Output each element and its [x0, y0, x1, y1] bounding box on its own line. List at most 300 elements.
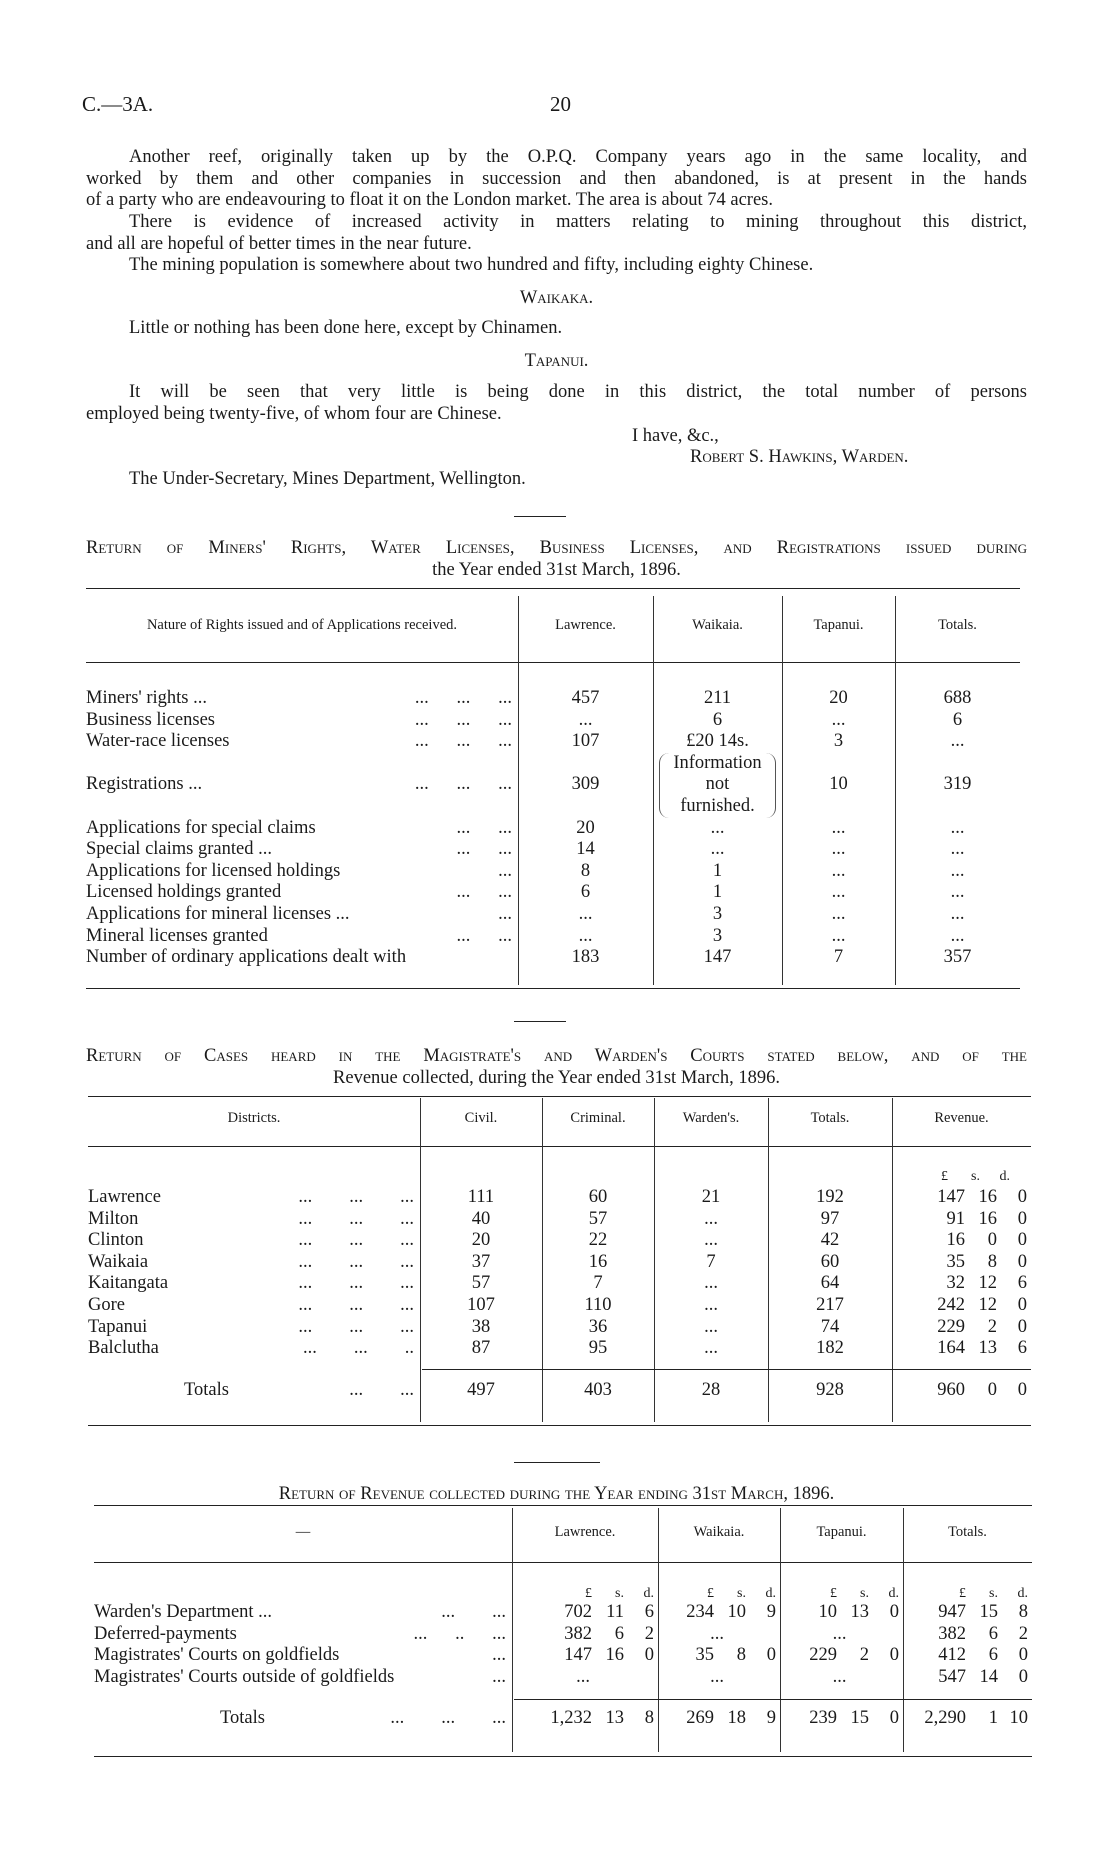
table-rule	[88, 1096, 1031, 1097]
pounds: 229	[809, 1645, 837, 1666]
paragraph-line: There is evidence of increased activity in matters relating to mining throughout this district,	[129, 212, 1027, 232]
money-value	[658, 1708, 776, 1730]
table-cell: 38	[471, 1316, 491, 1337]
table-cell: 183	[571, 947, 600, 968]
pence: 0	[1017, 1380, 1027, 1400]
table-cell: 14	[576, 839, 595, 860]
pence: 0	[1018, 1645, 1028, 1666]
label-text: Water-race licenses	[86, 731, 230, 752]
label-text: Licensed holdings granted	[86, 882, 282, 903]
table-cell: ...	[831, 709, 846, 730]
pence: d.	[999, 1169, 1010, 1184]
money-value	[892, 1317, 1027, 1339]
shillings: 1	[988, 1708, 998, 1728]
label-text: Registrations ...	[86, 774, 203, 795]
paragraph-line: Little or nothing has been done here, except by Chinamen.	[129, 318, 563, 338]
revenue-cell	[892, 1252, 1027, 1274]
pounds: £	[707, 1586, 714, 1601]
table-cell: 74	[820, 1316, 840, 1337]
pence: 0	[889, 1645, 899, 1666]
leader-dots: ... ... ...	[298, 1251, 414, 1272]
pence: d.	[888, 1586, 899, 1601]
table-cell: 6	[712, 709, 723, 730]
revenue-cell	[892, 1273, 1027, 1295]
table-cell: 8	[580, 860, 591, 881]
column-header: Districts.	[227, 1109, 281, 1126]
label-text: Totals	[220, 1708, 265, 1728]
shillings: 10	[727, 1602, 746, 1622]
shillings: 6	[988, 1623, 998, 1644]
pence: 0	[1017, 1230, 1027, 1251]
table-row	[94, 1602, 1032, 1624]
table-row	[86, 818, 1020, 840]
label-text: Applications for special claims	[86, 817, 316, 838]
pence: 0	[1017, 1187, 1027, 1207]
pounds: 382	[938, 1623, 966, 1644]
money-value	[892, 1230, 1027, 1252]
revenue-cell	[892, 1380, 1027, 1402]
totals-row	[88, 1380, 1027, 1402]
pence: 0	[889, 1602, 899, 1622]
revenue-cell	[892, 1338, 1027, 1360]
table-rule	[86, 988, 1020, 989]
table-cell: ...	[950, 882, 965, 903]
leader-dots: ... ... ...	[298, 1230, 414, 1251]
leader-dots: ... ...	[456, 817, 512, 838]
table-row	[94, 1667, 1032, 1689]
shillings: 14	[979, 1666, 998, 1687]
pounds: 547	[938, 1666, 966, 1687]
pounds: 412	[938, 1645, 966, 1666]
row-label	[88, 1252, 420, 1274]
label-text: Warden's Department ...	[94, 1602, 273, 1622]
table-cell: 107	[467, 1295, 495, 1315]
row-label	[94, 1624, 512, 1646]
leader-dots: ... ... ...	[414, 709, 512, 730]
leader-dots: ... ... ...	[298, 1273, 414, 1294]
column-header: Tapanui.	[813, 616, 864, 633]
revenue-cell	[892, 1209, 1027, 1231]
table-cell: 57	[471, 1273, 491, 1294]
table-cell: ...	[704, 1338, 718, 1359]
money-value	[892, 1209, 1027, 1231]
paragraph-line: and all are hopeful of better times in the near future.	[86, 234, 472, 254]
table-row	[86, 839, 1020, 861]
leader-dots: ... ...	[456, 839, 512, 860]
leader-dots: ... ... ...	[414, 774, 512, 795]
pounds: 10	[818, 1602, 837, 1622]
column-header: Waikaia.	[692, 616, 743, 633]
table-cell: 688	[943, 688, 972, 708]
table-row	[86, 861, 1020, 883]
table-row	[86, 731, 1020, 753]
pounds: 147	[564, 1645, 592, 1666]
money-value	[512, 1708, 654, 1730]
table-cell: 37	[471, 1251, 491, 1272]
divider	[514, 1021, 566, 1022]
shillings: 12	[978, 1273, 997, 1294]
shillings: 0	[987, 1380, 997, 1400]
row-label	[88, 1209, 420, 1231]
table-cell	[512, 1708, 658, 1730]
table3-title: Return of Revenue collected during the Year ending 31st March, 1896.	[278, 1484, 835, 1504]
paragraph-line: of a party who are endeavouring to float it on the London market. The area is about 74 acres.	[86, 190, 774, 210]
row-label	[86, 926, 518, 948]
table-cell	[903, 1624, 1032, 1646]
divider	[514, 516, 566, 517]
revenue-cell	[892, 1187, 1027, 1209]
pence: 9	[766, 1602, 776, 1622]
row-label	[86, 947, 518, 969]
table-cell: 403	[584, 1380, 612, 1400]
shillings: 12	[978, 1295, 997, 1315]
money-value	[780, 1708, 899, 1730]
shillings: 15	[850, 1708, 869, 1728]
money-value	[892, 1295, 1027, 1317]
table-cell: 60	[588, 1187, 608, 1207]
table-rule	[88, 1146, 1031, 1147]
table-row	[88, 1187, 1027, 1209]
leader-dots: ... ...	[456, 882, 512, 903]
pounds: 229	[937, 1316, 965, 1337]
leader-dots: ...	[492, 1666, 506, 1687]
table-cell: ...	[832, 1623, 847, 1644]
pounds: £	[941, 1169, 948, 1184]
money-value	[903, 1667, 1028, 1689]
table-cell: ...	[710, 817, 725, 838]
row-label	[86, 882, 518, 904]
totals-row	[94, 1708, 1032, 1730]
row-label	[86, 774, 518, 796]
table-cell: 3	[833, 731, 844, 752]
table-cell: 42	[820, 1230, 840, 1251]
pence: 6	[644, 1602, 654, 1622]
table-row	[86, 904, 1020, 926]
table-cell: 36	[588, 1316, 608, 1337]
column-header: Lawrence.	[554, 1523, 616, 1540]
pounds: 2,290	[924, 1708, 966, 1728]
table-cell: ...	[710, 1666, 724, 1687]
table-cell: ...	[704, 1230, 718, 1251]
leader-dots: ... ... ..	[303, 1338, 414, 1359]
table-row	[86, 753, 1020, 818]
row-label	[86, 710, 518, 732]
row-label	[88, 1273, 420, 1295]
table-cell: 20	[471, 1230, 491, 1251]
pounds: £	[585, 1586, 592, 1601]
row-label	[88, 1295, 420, 1317]
money-value	[896, 1166, 1010, 1188]
label-text: Clinton	[88, 1230, 144, 1251]
pence: 8	[644, 1708, 654, 1728]
table-cell: 309	[571, 774, 600, 795]
money-value	[780, 1645, 899, 1667]
table-cell: 6	[580, 882, 591, 903]
label-text: Business licenses	[86, 709, 215, 730]
table-cell: 192	[816, 1187, 844, 1207]
shillings: 16	[978, 1208, 997, 1229]
table-rule	[94, 1562, 1032, 1563]
table-cell: ...	[831, 882, 846, 903]
pence: d.	[643, 1586, 654, 1601]
table-cell: 497	[467, 1380, 495, 1400]
label-text: Number of ordinary applications dealt with	[86, 947, 407, 968]
table-cell: ...	[831, 817, 846, 838]
table-cell: 7	[833, 947, 844, 968]
table-row	[88, 1317, 1027, 1339]
shillings: 13	[850, 1602, 869, 1622]
table-cell: 7	[593, 1273, 603, 1294]
shillings: 16	[978, 1187, 997, 1207]
row-label	[86, 861, 518, 883]
pounds: 164	[937, 1338, 965, 1359]
column-header: Totals.	[810, 1109, 850, 1126]
label-text: Special claims granted ...	[86, 839, 272, 860]
table-cell	[658, 1708, 780, 1730]
money-value	[903, 1708, 1028, 1730]
pounds: 1,232	[550, 1708, 592, 1728]
pounds: 35	[946, 1251, 965, 1272]
pounds: 960	[937, 1380, 965, 1400]
table2-title: Return of Cases heard in the Magistrate's and Warden's Courts stated below, and of the	[86, 1046, 1027, 1066]
shillings: 13	[978, 1338, 997, 1359]
label-text: Waikaia	[88, 1251, 149, 1272]
pence: 8	[1018, 1602, 1028, 1622]
table-cell: 217	[816, 1295, 844, 1315]
leader-dots: ... ... ...	[390, 1708, 506, 1728]
table-cell: 10	[829, 774, 848, 795]
table1-title: Return of Miners' Rights, Water Licenses, Business Licenses, and Registrations issued during	[86, 538, 1027, 558]
table-cell: ...	[950, 839, 965, 860]
table-cell: 16	[588, 1251, 608, 1272]
money-value	[892, 1338, 1027, 1360]
shillings: 15	[979, 1602, 998, 1622]
label-text: Totals	[184, 1380, 229, 1400]
table-cell	[780, 1645, 903, 1667]
table-cell: 60	[820, 1251, 840, 1272]
row-label	[94, 1602, 512, 1624]
pence: 0	[1017, 1316, 1027, 1337]
table-cell: 95	[588, 1338, 608, 1359]
leader-dots: ... ... ...	[414, 731, 512, 752]
paragraph-line: Another reef, originally taken up by the O.P.Q. Company years ago in the same locality, and	[129, 147, 1027, 167]
section-heading-tapanui: Tapanui.	[524, 351, 589, 371]
paragraph-line: employed being twenty-five, of whom four are Chinese.	[86, 404, 502, 424]
table-rule	[86, 588, 1020, 589]
table-cell: 107	[571, 731, 600, 752]
table-cell: 928	[816, 1380, 844, 1400]
label-text: Deferred-payments	[94, 1623, 237, 1644]
table-cell	[512, 1624, 658, 1646]
page-reference: C.—3A.	[82, 92, 154, 116]
label-text: Milton	[88, 1208, 139, 1229]
table-row	[86, 882, 1020, 904]
table-row	[88, 1273, 1027, 1295]
table-cell: 64	[820, 1273, 840, 1294]
table-row	[88, 1230, 1027, 1252]
leader-dots: ... ... ...	[298, 1295, 414, 1315]
table-cell	[658, 1602, 780, 1624]
row-label	[88, 1187, 420, 1209]
leader-dots: ... ... ...	[414, 688, 512, 708]
label-text: Kaitangata	[88, 1273, 169, 1294]
table-cell: ...	[831, 839, 846, 860]
table-cell: 20	[829, 688, 848, 708]
leader-dots: ... ... ...	[298, 1208, 414, 1229]
pounds: 702	[564, 1602, 592, 1622]
signature: Robert S. Hawkins, Warden.	[690, 447, 909, 467]
row-label	[94, 1645, 512, 1667]
label-text: Applications for licensed holdings	[86, 860, 341, 881]
shillings: s.	[971, 1169, 980, 1184]
addressee: The Under-Secretary, Mines Department, Wellington.	[129, 469, 526, 489]
money-value	[780, 1602, 899, 1624]
pence: 0	[1018, 1666, 1028, 1687]
table-cell	[903, 1708, 1032, 1730]
leader-dots: ...	[492, 1645, 506, 1666]
table-cell: 57	[588, 1208, 608, 1229]
pounds: 947	[938, 1602, 966, 1622]
pounds: 269	[686, 1708, 714, 1728]
label-text: Mineral licenses granted	[86, 925, 268, 946]
paragraph-line: The mining population is somewhere about two hundred and fifty, including eighty Chinese.	[129, 255, 814, 275]
money-value	[892, 1252, 1027, 1274]
shillings: s.	[615, 1586, 624, 1601]
money-value	[512, 1624, 654, 1646]
table-cell: 28	[701, 1380, 721, 1400]
row-label	[94, 1667, 512, 1689]
leader-dots: ...	[498, 904, 512, 924]
closing: I have, &c.,	[632, 426, 719, 446]
table-cell	[780, 1602, 903, 1624]
row-label	[88, 1380, 420, 1402]
table-cell: ...	[831, 925, 846, 946]
table-cell	[903, 1602, 1032, 1624]
table-rule	[422, 1369, 1031, 1370]
table-row	[86, 710, 1020, 732]
pounds: 242	[937, 1295, 965, 1315]
table-cell	[512, 1645, 658, 1667]
money-value	[658, 1602, 776, 1624]
shillings: 16	[605, 1645, 624, 1666]
pounds: 32	[946, 1273, 965, 1294]
pence: 0	[1017, 1251, 1027, 1272]
row-label	[86, 688, 518, 710]
table-row	[94, 1624, 1032, 1646]
column-header: Totals.	[938, 616, 977, 633]
pence: 9	[766, 1708, 776, 1728]
label-text: Miners' rights ...	[86, 688, 208, 708]
label-text: Gore	[88, 1295, 125, 1315]
table-cell: 110	[584, 1295, 612, 1315]
pence: 6	[1017, 1273, 1027, 1294]
table-cell: 21	[701, 1187, 721, 1207]
table-cell: ...	[710, 839, 725, 860]
pence: d.	[1017, 1586, 1028, 1601]
table-cell: 97	[820, 1208, 840, 1229]
table-cell: ...	[710, 1623, 724, 1644]
row-label	[86, 839, 518, 861]
money-value	[903, 1645, 1028, 1667]
table-cell: £20 14s.	[686, 731, 749, 752]
label-text: Balclutha	[88, 1338, 159, 1359]
label-text: Tapanui	[88, 1316, 148, 1337]
table-cell: 147	[703, 947, 732, 968]
table-row	[88, 1338, 1027, 1360]
table-row	[94, 1645, 1032, 1667]
table-cell: 87	[471, 1338, 491, 1359]
table-cell	[903, 1645, 1032, 1667]
money-value	[903, 1602, 1028, 1624]
pence: 2	[1018, 1623, 1028, 1644]
pounds: 35	[695, 1645, 714, 1666]
pence: 0	[644, 1645, 654, 1666]
money-value	[512, 1602, 654, 1624]
table-cell: 1	[712, 860, 723, 881]
leader-dots: ... ...	[349, 1380, 414, 1400]
table-cell: ...	[950, 731, 965, 752]
column-header: Revenue.	[934, 1109, 989, 1126]
shillings: 6	[614, 1623, 624, 1644]
table-cell: ...	[576, 1666, 590, 1687]
label-text: Lawrence	[88, 1187, 161, 1207]
table-rule	[88, 1425, 1031, 1426]
row-label	[86, 731, 518, 753]
shillings: s.	[860, 1586, 869, 1601]
table-cell: 319	[943, 774, 972, 795]
table-cell	[512, 1602, 658, 1624]
paragraph-line: worked by them and other companies in succession and then abandoned, is at present in the hands	[86, 169, 1027, 189]
shillings: 2	[859, 1645, 869, 1666]
table-row	[88, 1295, 1027, 1317]
table-cell: ...	[578, 925, 593, 946]
shillings: s.	[737, 1586, 746, 1601]
table-cell: ...	[950, 860, 965, 881]
table-cell: ...	[704, 1295, 718, 1315]
table-cell	[658, 1645, 780, 1667]
table-cell: ...	[704, 1316, 718, 1337]
table-rule	[86, 662, 1020, 663]
paragraph-line: It will be seen that very little is being done in this district, the total number of persons	[129, 382, 1027, 402]
row-label	[94, 1708, 512, 1730]
shillings: 18	[727, 1708, 746, 1728]
row-label	[88, 1338, 420, 1360]
leader-dots: ... .. ...	[413, 1623, 506, 1644]
money-value	[892, 1380, 1027, 1402]
pounds: 239	[809, 1708, 837, 1728]
pence: 0	[1017, 1295, 1027, 1315]
table-rule	[94, 1756, 1032, 1757]
money-value	[903, 1624, 1028, 1646]
table-cell: ...	[831, 904, 846, 924]
table-cell: Information not furnished.	[659, 753, 776, 818]
money-value	[658, 1645, 776, 1667]
column-header: Totals.	[948, 1523, 987, 1540]
pounds: 234	[686, 1602, 714, 1622]
leader-dots: ...	[498, 860, 512, 881]
revenue-cell	[892, 1295, 1027, 1317]
table-cell: 211	[703, 688, 732, 708]
revenue-cell	[892, 1230, 1027, 1252]
revenue-cell	[892, 1317, 1027, 1339]
table-cell: ...	[950, 904, 965, 924]
pence: 0	[889, 1708, 899, 1728]
shillings: 11	[606, 1602, 624, 1622]
table-cell: ...	[578, 709, 593, 730]
pence: 0	[766, 1645, 776, 1666]
column-header: Lawrence.	[555, 616, 616, 633]
shillings: 13	[605, 1708, 624, 1728]
